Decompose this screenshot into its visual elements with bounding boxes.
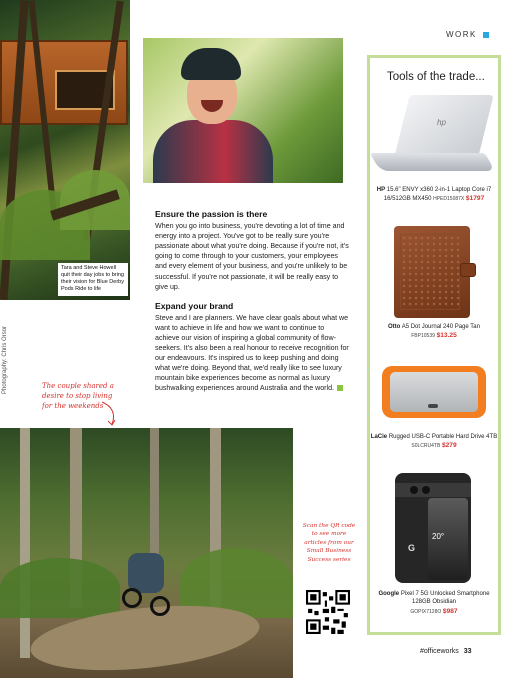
end-mark-icon — [337, 385, 343, 391]
product-brand: Otto — [388, 324, 401, 330]
bike-wheel — [150, 596, 170, 616]
product-brand: LaCie — [370, 434, 388, 440]
product-hard-drive[interactable] — [370, 433, 498, 451]
google-logo-icon: G — [408, 543, 416, 553]
section-tag — [446, 30, 489, 39]
tree-trunk — [20, 428, 30, 658]
biker-shape — [128, 553, 164, 593]
page-number: 33 — [463, 648, 472, 655]
laptop-base — [370, 153, 495, 171]
journal-clasp — [460, 263, 476, 277]
photo-rider-portrait — [143, 38, 343, 183]
qr-code[interactable] — [306, 590, 350, 634]
section-paragraph: When you go into business, you're devoting a lot of time and energy into a project. You've got to be really sure you're passionate about what you're doing. Because if you're not, it's going to come through to your customers, your employees and every element of your business, and you're unlikely to be successful. If you're not passionate, it will be really easy to give up. — [155, 222, 349, 291]
bike-wheel — [122, 588, 142, 608]
product-name: Pixel 7 5G Unlocked Smartphone 128GB Obsidian — [400, 591, 490, 606]
pull-quote: The couple shared a desire to stop living for the weekends — [42, 382, 114, 411]
product-code: HPED15087X — [433, 196, 465, 203]
fern — [0, 558, 120, 618]
product-name: Rugged USB-C Portable Hard Drive 4TB — [388, 434, 498, 440]
caption-cabin: Tara and Steve Howell quit their day jobs to bring their vision for Blue Derby Pods Ride to life — [58, 263, 128, 296]
product-laptop[interactable] — [370, 186, 498, 204]
product-code: FBP10539 — [411, 333, 435, 340]
section-heading: Ensure the passion is there — [155, 209, 268, 219]
usb-port — [428, 404, 438, 408]
hp-logo: hp — [437, 118, 446, 127]
section-square-icon — [483, 32, 489, 38]
journal-pattern — [400, 234, 460, 310]
product-journal[interactable] — [370, 323, 498, 341]
tools-title: Tools of the trade... — [387, 71, 485, 83]
phone-camera-bar — [395, 483, 471, 497]
tools-panel — [367, 55, 501, 635]
product-price: $987 — [442, 607, 458, 615]
article-body — [155, 208, 350, 401]
footer-hashtag: #officeworks — [420, 648, 459, 655]
page-footer — [420, 648, 472, 655]
product-brand: HP — [376, 187, 386, 193]
product-name: A5 Dot Journal 240 Page Tan — [401, 324, 480, 330]
helmet-shape — [181, 48, 241, 80]
product-code: S0LCRU4TB — [411, 443, 441, 450]
camera-lens-icon — [410, 486, 418, 494]
section-paragraph: Steve and I are planners. We have clear goals about what we want to achieve in life and how we want to continue to achieve our vision of inspiring a global community of flow-seekers. It's also been a real honour to receive recognition for our endeavours. It's inspired us to keep pushing and doing what we're doing. Beyond that, we'd really like to see luxury mountain bike experiences become as normal as luxury bushwalking experiences around Australia and the world. — [155, 313, 349, 393]
photo-trail-riding — [0, 428, 293, 678]
photo-credit: Photography: Chris Orsor — [2, 325, 8, 394]
section-label: WORK — [446, 30, 477, 39]
product-name: 15.6" ENVY x360 2-in-1 Laptop Core i7 16/512GB MX450 — [383, 187, 492, 203]
phone-screen-temperature: 20° — [432, 532, 445, 541]
product-price: $1797 — [465, 195, 485, 203]
curved-arrow-icon — [98, 400, 122, 428]
photo-forest-cabin — [0, 0, 130, 300]
jersey-shape — [153, 120, 273, 183]
qr-promo-text: Scan the QR code to see more articles from our Small Business Success series — [302, 523, 356, 563]
camera-lens-icon — [422, 486, 430, 494]
section-heading: Expand your brand — [155, 300, 234, 311]
product-price: $13.25 — [436, 332, 457, 340]
product-code: GOPIX7128O — [410, 608, 442, 615]
product-brand: Google — [378, 591, 400, 597]
product-price: $279 — [441, 442, 457, 450]
product-phone[interactable] — [370, 590, 498, 616]
